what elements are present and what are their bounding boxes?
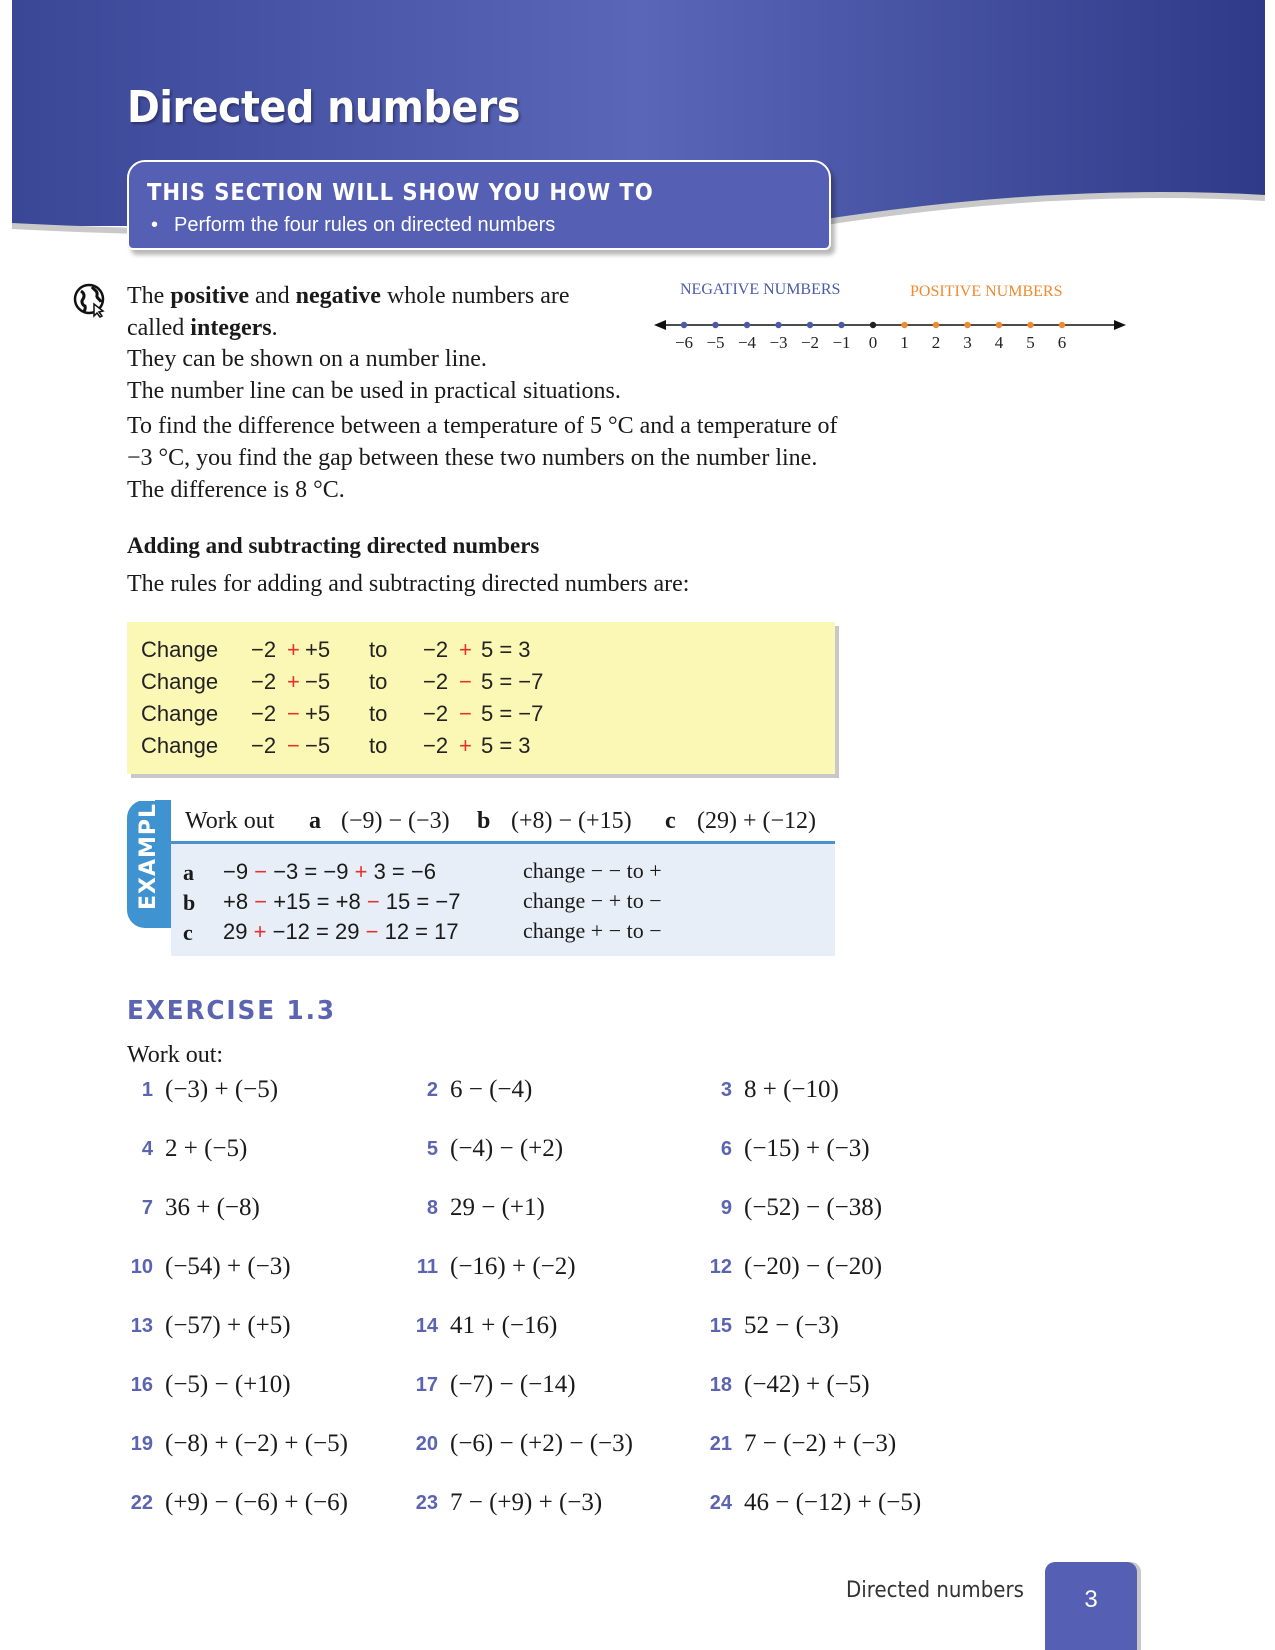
question-expression: 6 − (−4)	[450, 1076, 533, 1103]
page-number-tab	[1045, 1562, 1137, 1650]
sol-op: −	[365, 919, 379, 944]
number-line-ticks	[675, 322, 1066, 352]
intro-text: The difference is 8 °C.	[127, 477, 345, 503]
number-line-dot	[870, 322, 876, 328]
solution-letter-text: a	[183, 860, 194, 885]
exercise-question	[709, 1371, 870, 1399]
solution-note: change − − to +	[523, 858, 662, 883]
rule-word: Change	[141, 733, 219, 758]
rule-word: Change	[141, 669, 219, 694]
sol-term: −9	[223, 859, 249, 884]
solution-expression	[223, 859, 436, 885]
term-negative: negative	[295, 283, 381, 309]
question-number: 16	[130, 1374, 153, 1396]
exercise-question	[141, 1076, 279, 1104]
rule-op1: −	[287, 733, 300, 758]
exercise-question	[709, 1253, 883, 1281]
rule-c: −2	[423, 669, 449, 694]
question-expression: 52 − (−3)	[744, 1312, 839, 1339]
intro-text: whole numbers are	[380, 283, 570, 309]
exercise-question	[416, 1253, 576, 1281]
example-box	[171, 800, 835, 956]
rule-b: +5	[305, 701, 331, 726]
number-line-tick-label: 6	[1057, 333, 1067, 352]
number-line-dot	[775, 322, 781, 328]
intro-paragraph-3: The number line can be used in practical situations.	[127, 378, 621, 404]
number-line-tick-label: 1	[900, 333, 909, 352]
rule-to: to	[369, 701, 388, 726]
number-line-dot	[933, 322, 939, 328]
negative-numbers-label: NEGATIVE NUMBERS	[680, 281, 841, 298]
exercise-question	[415, 1430, 633, 1458]
rules-intro: The rules for adding and subtracting directed numbers are:	[127, 571, 690, 597]
question-number: 12	[709, 1256, 732, 1278]
exercise-question	[415, 1371, 576, 1399]
sol-term: 29	[223, 919, 248, 944]
exercise-question	[130, 1371, 291, 1399]
solution-letter	[183, 920, 193, 946]
intro-paragraph-4	[127, 410, 837, 506]
question-expression: (−7) − (−14)	[450, 1371, 576, 1398]
part-letter: a	[309, 808, 321, 834]
rule-to: to	[369, 733, 388, 758]
number-line-dot	[1027, 322, 1033, 328]
rule-d: 5 = −7	[481, 669, 544, 694]
solution-expression	[223, 889, 460, 915]
question-number: 23	[415, 1492, 438, 1514]
rule-op1: −	[287, 701, 300, 726]
part-letter: b	[477, 808, 491, 834]
solution-letter	[183, 890, 195, 916]
exercise-question	[130, 1489, 348, 1517]
number-line-tick-label: −6	[674, 333, 694, 352]
section-bullet: • Perform the four rules on directed numbers	[151, 214, 555, 237]
number-line-tick-label: 0	[868, 333, 878, 352]
rule-d: 5 = 3	[481, 733, 531, 758]
exercise-question	[141, 1135, 248, 1163]
number-line-tick-label: −1	[832, 333, 851, 352]
rule-op2: +	[459, 637, 472, 662]
question-expression: (−5) − (+10)	[165, 1371, 291, 1398]
exercise-question	[720, 1135, 870, 1163]
question-expression: 29 − (+1)	[450, 1194, 545, 1221]
number-line-dot	[744, 322, 750, 328]
exercise-question	[426, 1076, 533, 1104]
intro-text: The	[127, 283, 171, 309]
rule-b: −5	[305, 669, 331, 694]
question-number: 8	[426, 1197, 438, 1219]
solution-letter	[183, 860, 194, 886]
rules-box	[127, 622, 835, 774]
question-expression: 41 + (−16)	[450, 1312, 558, 1339]
question-expression: (−4) − (+2)	[450, 1135, 564, 1162]
rule-c: −2	[423, 701, 449, 726]
part-letter: c	[665, 808, 676, 834]
question-expression: (−15) + (−3)	[744, 1135, 870, 1162]
question-number: 13	[130, 1315, 153, 1337]
sol-term: +8	[223, 889, 249, 914]
solution-letter-text: c	[183, 920, 193, 945]
intro-text: To find the difference between a temperature of 5 °C and a temperature of	[127, 413, 838, 439]
section-summary-box	[127, 160, 831, 250]
page-title: Directed numbers	[127, 82, 520, 133]
rule-d: 5 = −7	[481, 701, 544, 726]
exercise-title: EXERCISE 1.3	[127, 996, 336, 1026]
number-line-tick-label: 2	[931, 333, 941, 352]
right-arrow-icon	[1114, 320, 1126, 330]
question-expression: (−54) + (−3)	[165, 1253, 291, 1280]
question-number: 22	[130, 1492, 153, 1514]
question-number: 9	[720, 1197, 732, 1219]
rule-c: −2	[423, 733, 449, 758]
question-expression: 2 + (−5)	[165, 1135, 248, 1162]
question-expression: (−52) − (−38)	[744, 1194, 883, 1221]
exercise-question	[141, 1194, 260, 1222]
rule-op2: −	[459, 669, 472, 694]
example-part	[309, 808, 321, 835]
sol-op: −	[254, 859, 268, 884]
sol-term: 3 = −6	[373, 859, 436, 884]
question-number: 17	[415, 1374, 438, 1396]
sol-op: −	[254, 889, 268, 914]
sol-term: +15 = +8	[273, 889, 361, 914]
question-number: 15	[709, 1315, 732, 1337]
number-line-tick-label: −3	[769, 333, 788, 352]
question-expression: (−6) − (+2) − (−3)	[450, 1430, 633, 1457]
solution-letter-text: b	[183, 890, 196, 915]
question-number: 11	[416, 1256, 438, 1278]
exercise-question	[130, 1253, 291, 1281]
number-line-tick-label: −2	[800, 333, 820, 352]
example-tab-label: EXAMPLE	[136, 786, 161, 910]
example-expr: (−9) − (−3)	[341, 808, 450, 834]
page-number: 3	[1084, 1586, 1098, 1613]
exercise-instruction: Work out:	[127, 1042, 224, 1068]
rule-op2: +	[459, 733, 472, 758]
question-number: 1	[141, 1079, 153, 1101]
left-arrow-icon	[654, 320, 666, 330]
question-number: 6	[720, 1138, 732, 1160]
exercise-question	[709, 1430, 897, 1458]
example-expr: (29) + (−12)	[697, 808, 817, 834]
intro-text: .	[271, 315, 278, 341]
sol-op: +	[354, 859, 368, 884]
question-expression: (−8) + (−2) + (−5)	[165, 1430, 348, 1457]
adding-subtracting-heading: Adding and subtracting directed numbers	[127, 533, 540, 558]
example-part	[477, 808, 490, 835]
intro-paragraph-2: They can be shown on a number line.	[127, 346, 487, 372]
question-expression: 36 + (−8)	[165, 1194, 260, 1221]
example-part	[665, 808, 676, 835]
number-line-dot	[681, 322, 687, 328]
sol-op: −	[366, 889, 380, 914]
rule-word: Change	[141, 701, 219, 726]
rule-word: Change	[141, 637, 219, 662]
number-line-dot	[996, 322, 1002, 328]
solution-note: change − + to −	[523, 888, 662, 913]
number-line-tick-label: −4	[737, 333, 757, 352]
exercise-question	[709, 1312, 839, 1340]
question-expression: (−3) + (−5)	[165, 1076, 279, 1103]
question-number: 14	[415, 1315, 438, 1337]
sol-term: −12 = 29	[272, 919, 360, 944]
number-line	[650, 280, 1130, 360]
number-line-tick-label: 3	[963, 333, 972, 352]
question-number: 3	[720, 1079, 732, 1101]
rule-d: 5 = 3	[481, 637, 531, 662]
term-integers: integers	[190, 315, 272, 341]
exercise-question	[426, 1135, 564, 1163]
exercise-question	[415, 1312, 558, 1340]
rule-op2: −	[459, 701, 472, 726]
rule-op1: +	[287, 669, 300, 694]
number-line-dot	[901, 322, 907, 328]
question-expression: 7 − (−2) + (−3)	[744, 1430, 897, 1457]
rule-b: +5	[305, 637, 331, 662]
rule-to: to	[369, 637, 388, 662]
question-expression: 46 − (−12) + (−5)	[744, 1489, 922, 1516]
question-number: 19	[130, 1433, 153, 1455]
question-number: 7	[141, 1197, 153, 1219]
question-number: 10	[130, 1256, 153, 1278]
exercise-question	[426, 1194, 545, 1222]
number-line-dot	[712, 322, 718, 328]
question-number: 20	[415, 1433, 438, 1455]
sol-term: −3 = −9	[273, 859, 349, 884]
example-expr: (+8) − (+15)	[511, 808, 632, 834]
sol-term: 15 = −7	[385, 889, 461, 914]
number-line-dot	[1059, 322, 1065, 328]
intro-text: −3 °C, you find the gap between these two numbers on the number line.	[127, 445, 818, 471]
rule-a: −2	[251, 701, 277, 726]
rule-c: −2	[423, 637, 449, 662]
exercise-question	[709, 1489, 922, 1517]
rule-op1: +	[287, 637, 300, 662]
term-positive: positive	[170, 283, 249, 309]
section-heading: THIS SECTION WILL SHOW YOU HOW TO	[147, 180, 654, 206]
positive-numbers-label: POSITIVE NUMBERS	[910, 283, 1063, 300]
question-number: 24	[709, 1492, 732, 1514]
exercise-question	[415, 1489, 603, 1517]
exercise-question	[720, 1194, 883, 1222]
question-number: 21	[709, 1433, 732, 1455]
question-expression: (+9) − (−6) + (−6)	[165, 1489, 348, 1516]
intro-text: and	[248, 283, 296, 309]
number-line-tick-label: −5	[706, 333, 725, 352]
exercise-question	[130, 1430, 348, 1458]
question-number: 18	[709, 1374, 732, 1396]
example-header	[171, 800, 835, 844]
number-line-dot	[964, 322, 970, 328]
rule-to: to	[369, 669, 388, 694]
number-line-dot	[838, 322, 844, 328]
question-number: 4	[141, 1138, 153, 1160]
sol-op: +	[253, 919, 267, 944]
intro-paragraph-1	[127, 280, 570, 344]
solution-expression	[223, 919, 459, 945]
footer-chapter-label: Directed numbers	[846, 1578, 1024, 1603]
question-expression: (−42) + (−5)	[744, 1371, 870, 1398]
intro-text: called	[127, 315, 191, 341]
solution-note: change + − to −	[523, 918, 662, 943]
question-expression: (−20) − (−20)	[744, 1253, 883, 1280]
exercise-question	[720, 1076, 839, 1104]
question-number: 2	[426, 1079, 438, 1101]
sol-term: 12 = 17	[384, 919, 459, 944]
rule-b: −5	[305, 733, 331, 758]
number-line-tick-label: 5	[1026, 333, 1035, 352]
question-expression: (−16) + (−2)	[450, 1253, 576, 1280]
question-expression: (−57) + (+5)	[165, 1312, 291, 1339]
question-expression: 8 + (−10)	[744, 1076, 839, 1103]
rule-a: −2	[251, 669, 277, 694]
question-number: 5	[426, 1138, 438, 1160]
question-expression: 7 − (+9) + (−3)	[450, 1489, 603, 1516]
number-line-tick-label: 4	[994, 333, 1004, 352]
globe-icon	[72, 282, 108, 318]
rule-a: −2	[251, 733, 277, 758]
rule-a: −2	[251, 637, 277, 662]
example-tab	[127, 786, 171, 928]
example-workout: Work out	[185, 808, 275, 834]
exercise-question	[130, 1312, 291, 1340]
number-line-dot	[807, 322, 813, 328]
